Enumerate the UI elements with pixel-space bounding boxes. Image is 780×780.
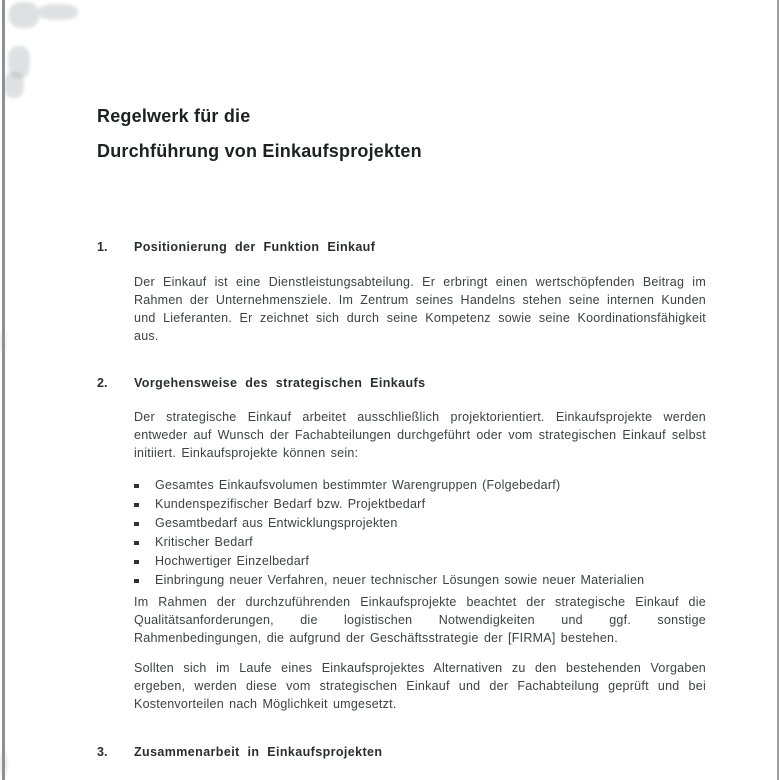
- scan-artifact: [9, 2, 39, 28]
- bullet-square-icon: [134, 541, 139, 546]
- section-1-number: 1.: [97, 240, 108, 254]
- document-title-line-1: Regelwerk für die: [97, 106, 251, 126]
- section-1-heading-text: Positionierung der Funktion Einkauf: [134, 240, 376, 254]
- section-3-heading-text: Zusammenarbeit in Einkaufsprojekten: [134, 745, 383, 759]
- document-title: [97, 99, 422, 169]
- list-item: [134, 476, 706, 495]
- bullet-square-icon: [134, 579, 139, 584]
- list-item: [134, 571, 706, 590]
- list-item: [134, 514, 706, 533]
- list-item-text: Gesamtbedarf aus Entwicklungsprojekten: [155, 516, 398, 530]
- section-1-heading: [97, 239, 375, 256]
- document-title-line-2: Durchführung von Einkaufsprojekten: [97, 141, 422, 161]
- list-item-text: Hochwertiger Einzelbedarf: [155, 554, 310, 568]
- list-item: [134, 552, 706, 571]
- scan-artifact: [38, 4, 78, 20]
- list-item-text: Kritischer Bedarf: [155, 535, 253, 549]
- section-3-number: 3.: [97, 745, 108, 759]
- list-item: [134, 533, 706, 552]
- section-1-paragraph: Der Einkauf ist eine Dienstleistungsabteilung. Er erbringt einen wertschöpfenden Beitrag im Rahmen der Unternehmensziele. Im Zentrum seines Handelns stehen seine internen Kunden und Lieferanten. Er zeichnet sich durch seine Kompetenz sowie seine Koordinationsfähigkeit aus.: [134, 275, 706, 343]
- section-3-heading: [97, 744, 382, 761]
- list-item-text: Kundenspezifischer Bedarf bzw. Projektbedarf: [155, 497, 426, 511]
- bullet-square-icon: [134, 560, 139, 565]
- scan-artifact: [4, 72, 24, 98]
- bullet-square-icon: [134, 503, 139, 508]
- page-left-edge-line: [2, 0, 5, 780]
- list-item-text: Einbringung neuer Verfahren, neuer technischer Lösungen sowie neuer Materialien: [155, 573, 645, 587]
- section-2-intro-paragraph: Der strategische Einkauf arbeitet ausschließlich projektorientiert. Einkaufsprojekte werden entweder auf Wunsch der Fachabteilungen durchgeführt oder vom strategischen Einkauf selbst initiiert. Einkaufsprojekte können sein:: [134, 410, 706, 460]
- section-2-closing-paragraph-2: Sollten sich im Laufe eines Einkaufsprojektes Alternativen zu den bestehenden Vorgaben ergeben, werden diese vom strategischen Einkauf und der Fachabteilung geprüft und bei Kostenvorteilen nach Möglichkeit umgesetzt.: [134, 661, 706, 711]
- purchasing-project-types-list: [134, 476, 706, 590]
- section-2-closing-paragraph-1: Im Rahmen der durchzuführenden Einkaufsprojekte beachtet der strategische Einkauf die Qualitätsanforderungen, die logistischen Notwendigkeiten und ggf. sonstige Rahmenbedingungen, die aufgrund der Geschäftsstrategie der [FIRMA] bestehen.: [134, 595, 706, 645]
- section-2-heading-text: Vorgehensweise des strategischen Einkaufs: [134, 376, 426, 390]
- section-2-heading: [97, 375, 425, 392]
- page-right-edge-line: [777, 0, 779, 780]
- list-item: [134, 495, 706, 514]
- bullet-square-icon: [134, 484, 139, 489]
- section-2-number: 2.: [97, 376, 108, 390]
- list-item-text: Gesamtes Einkaufsvolumen bestimmter Warengruppen (Folgebedarf): [155, 478, 561, 492]
- bullet-square-icon: [134, 522, 139, 527]
